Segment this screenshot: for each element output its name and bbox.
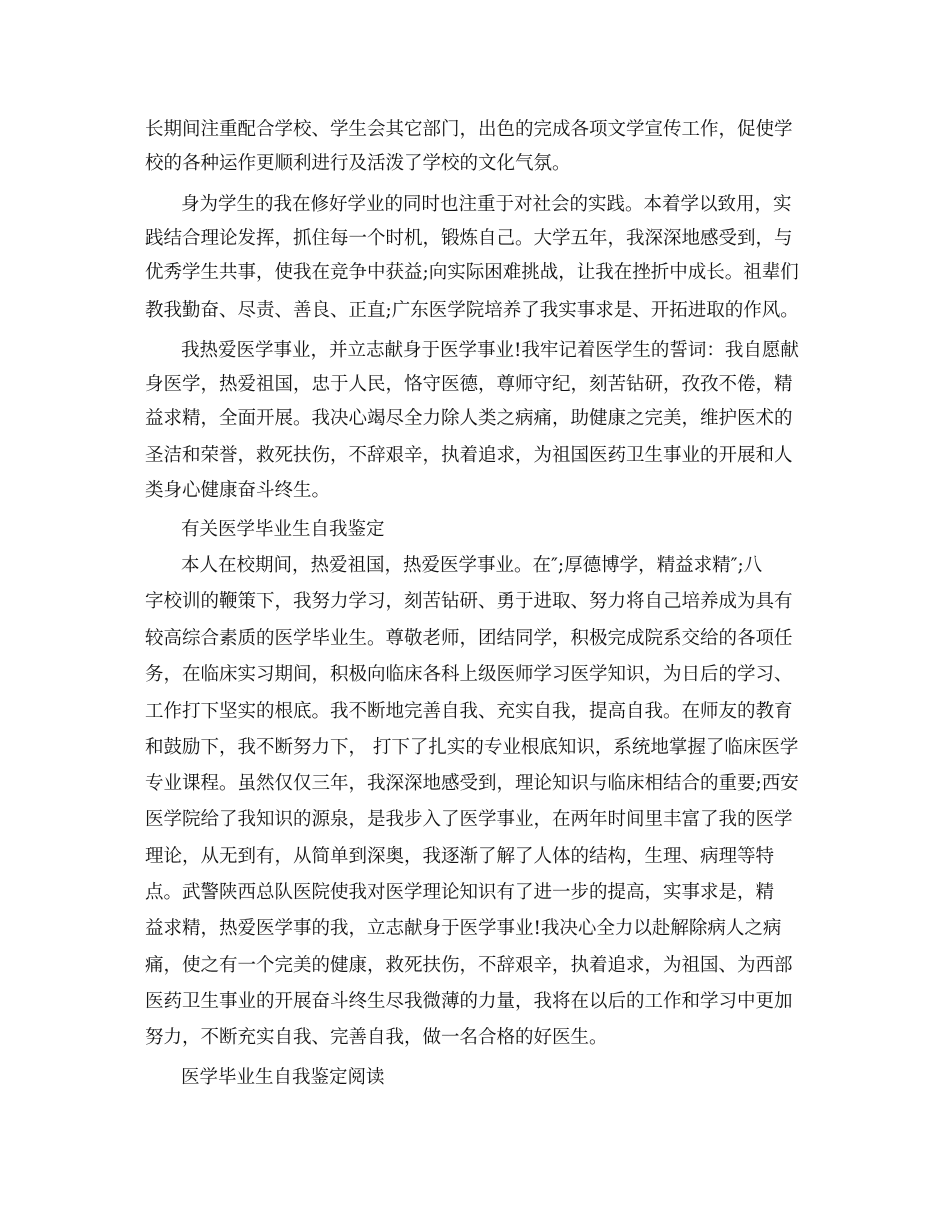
body-text-line: 益求精，热爱医学事的我，立志献身于医学事业!我决心全力以赴解除病人之病 [145, 918, 782, 939]
body-text-line: 优秀学生共事，使我在竞争中获益;向实际困难挑战，让我在挫折中成长。祖辈们 [145, 262, 799, 283]
body-text-line: 教我勤奋、尽责、善良、正直;广东医学院培养了我实事求是、开拓进取的作风。 [145, 300, 799, 321]
paragraph-start-line: 我热爱医学事业，并立志献身于医学事业!我牢记着医学生的誓词：我自愿献 [181, 340, 799, 361]
body-text-line: 专业课程。虽然仅仅三年，我深深地感受到，理论知识与临床相结合的重要;西安 [145, 773, 799, 794]
body-text-line: 和鼓励下，我不断努力下， 打下了扎实的专业根底知识，系统地掌握了临床医学 [145, 737, 799, 758]
body-text-line: 践结合理论发挥，抓住每一个时机，锻炼自己。大学五年，我深深地感受到，与 [145, 228, 793, 249]
body-text-line: 较高综合素质的医学毕业生。尊敬老师，团结同学，积极完成院系交给的各项任 [145, 628, 793, 649]
body-text-line: 点。武警陕西总队医院使我对医学理论知识有了进一步的提高，实事求是，精 [145, 882, 775, 903]
body-text-line: 类身心健康奋斗终生。 [145, 480, 331, 501]
body-text-line: 长期间注重配合学校、学生会其它部门，出色的完成各项文学宣传工作，促使学 [145, 119, 793, 140]
body-text-line: 痛，使之有一个完美的健康，救死扶伤，不辞艰辛，执着追求，为祖国、为西部 [145, 955, 793, 976]
body-text-line: 医学院给了我知识的源泉，是我步入了医学事业，在两年时间里丰富了我的医学 [145, 809, 793, 830]
body-text-line: 益求精，全面开展。我决心竭尽全力除人类之病痛，助健康之完美，维护医术的 [145, 408, 793, 429]
body-text-line: 医药卫生事业的开展奋斗终生尽我微薄的力量，我将在以后的工作和学习中更加 [145, 991, 793, 1012]
paragraph-start-line: 身为学生的我在修好学业的同时也注重于对社会的实践。本着学以致用，实 [181, 194, 792, 215]
body-text-line: 圣洁和荣誉，救死扶伤，不辞艰辛，执着追求，为祖国医药卫生事业的开展和人 [145, 445, 793, 466]
body-text-line: 身医学，热爱祖国，忠于人民，恪守医德，尊师守纪，刻苦钻研，孜孜不倦，精 [145, 374, 793, 395]
body-text-line: 工作打下坚实的根底。我不断地完善自我、充实自我，提高自我。在师友的教育 [145, 701, 793, 722]
section-heading: 医学毕业生自我鉴定阅读 [181, 1067, 385, 1088]
body-text-line: 努力，不断充实自我、完善自我，做一名合格的好医生。 [145, 1027, 608, 1048]
section-heading: 有关医学毕业生自我鉴定 [181, 519, 385, 540]
paragraph-start-line: 本人在校期间，热爱祖国，热爱医学事业。在″;厚德博学，精益求精″;八 [181, 555, 763, 576]
body-text-line: 字校训的鞭策下，我努力学习，刻苦钻研、勇于进取、努力将自己培养成为具有 [145, 591, 793, 612]
body-text-line: 校的各种运作更顺利进行及活泼了学校的文化气氛。 [145, 153, 571, 174]
body-text-line: 务，在临床实习期间，积极向临床各科上级医师学习医学知识，为日后的学习、 [145, 664, 793, 685]
body-text-line: 理论，从无到有，从简单到深奥，我逐渐了解了人体的结构，生理、病理等特 [145, 846, 775, 867]
